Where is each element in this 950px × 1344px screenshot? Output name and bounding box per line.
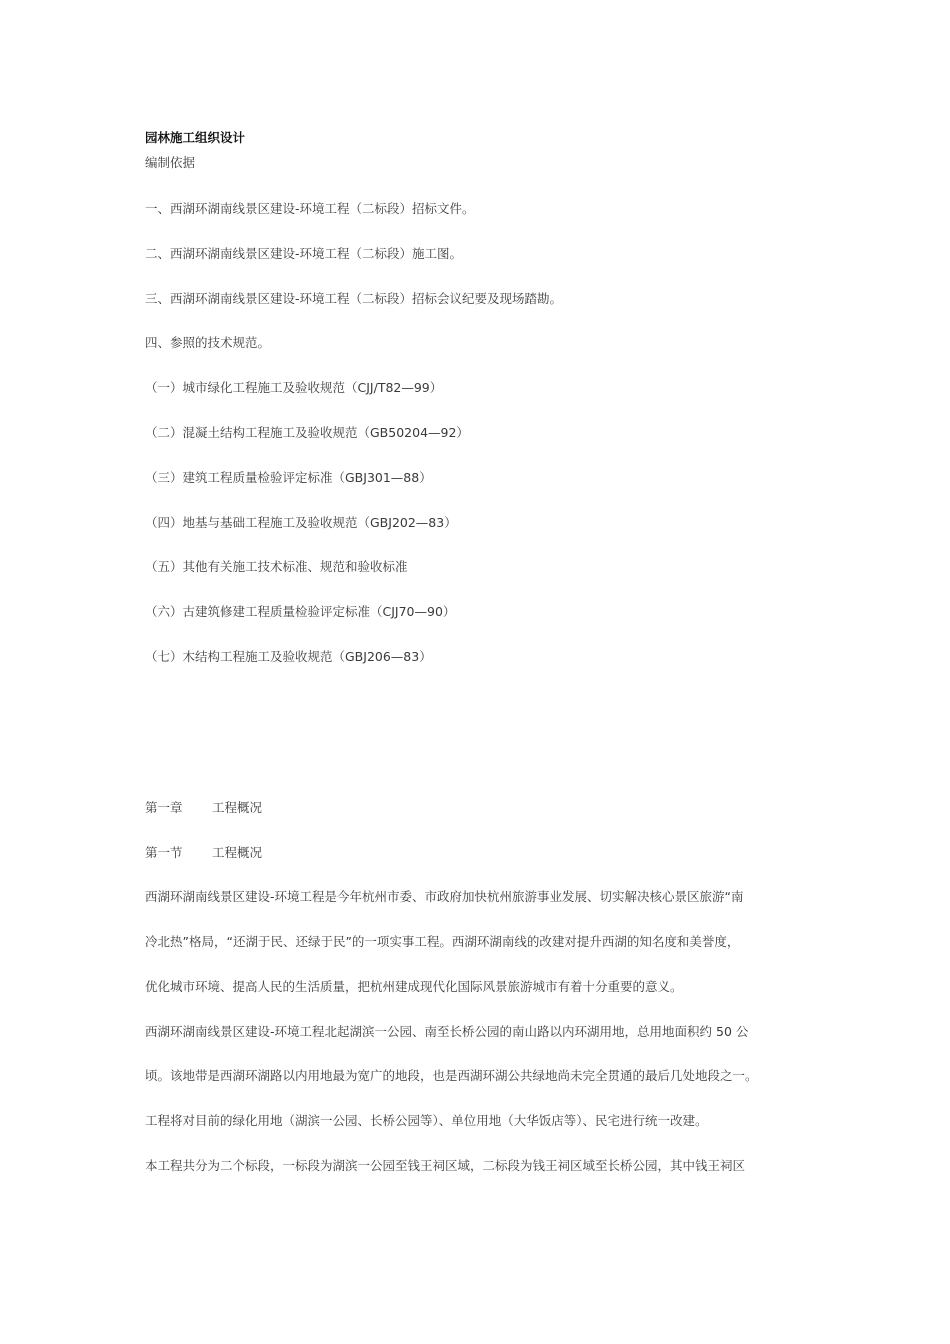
paragraph-line: 西湖环湖南线景区建设-环境工程是今年杭州市委、市政府加快杭州旅游事业发展、切实解决核心景区旅游“南 (145, 889, 744, 904)
standard-item: （七）木结构工程施工及验收规范（GBJ206—83） (145, 649, 432, 664)
basis-item: 一、西湖环湖南线景区建设-环境工程（二标段）招标文件。 (145, 201, 475, 216)
standard-item: （一）城市绿化工程施工及验收规范（CJJ/T82—99） (145, 380, 443, 395)
standard-item: （五）其他有关施工技术标准、规范和验收标准 (145, 559, 408, 574)
section-title: 工程概况 (212, 845, 263, 860)
paragraph-line: 本工程共分为二个标段，一标段为湖滨一公园至钱王祠区域，二标段为钱王祠区域至长桥公园，其中钱王祠区 (145, 1158, 746, 1173)
paragraph-line: 冷北热”格局，“还湖于民、还绿于民”的一项实事工程。西湖环湖南线的改建对提升西湖的知名度和美誉度， (145, 934, 740, 949)
section-number: 第一节 (145, 845, 183, 860)
chapter-number: 第一章 (145, 800, 183, 815)
paragraph-line: 工程将对目前的绿化用地（湖滨一公园、长桥公园等）、单位用地（大华饭店等）、民宅进行统一改建。 (145, 1113, 708, 1128)
basis-item: 二、西湖环湖南线景区建设-环境工程（二标段）施工图。 (145, 246, 463, 261)
standard-item: （二）混凝土结构工程施工及验收规范（GB50204—92） (145, 425, 469, 440)
paragraph-line: 顷。该地带是西湖环湖路以内用地最为宽广的地段，也是西湖环湖公共绿地尚未完全贯通的最后几处地段之一。 (145, 1068, 758, 1083)
basis-heading: 编制依据 (145, 155, 196, 170)
basis-item: 四、参照的技术规范。 (145, 335, 271, 350)
standard-item: （六）古建筑修建工程质量检验评定标准（CJJ70—90） (145, 604, 456, 619)
section-heading (145, 843, 262, 861)
document-title: 园林施工组织设计 (145, 130, 246, 145)
basis-item: 三、西湖环湖南线景区建设-环境工程（二标段）招标会议纪要及现场踏勘。 (145, 291, 563, 306)
standard-item: （三）建筑工程质量检验评定标准（GBJ301—88） (145, 470, 432, 485)
chapter-heading (145, 798, 262, 816)
paragraph-line: 优化城市环境、提高人民的生活质量，把杭州建成现代化国际风景旅游城市有着十分重要的意义。 (145, 979, 683, 994)
paragraph-line: 西湖环湖南线景区建设-环境工程北起湖滨一公园、南至长桥公园的南山路以内环湖用地，总用地面积约 50 公 (145, 1024, 749, 1039)
chapter-title: 工程概况 (212, 800, 263, 815)
standard-item: （四）地基与基础工程施工及验收规范（GBJ202—83） (145, 515, 457, 530)
